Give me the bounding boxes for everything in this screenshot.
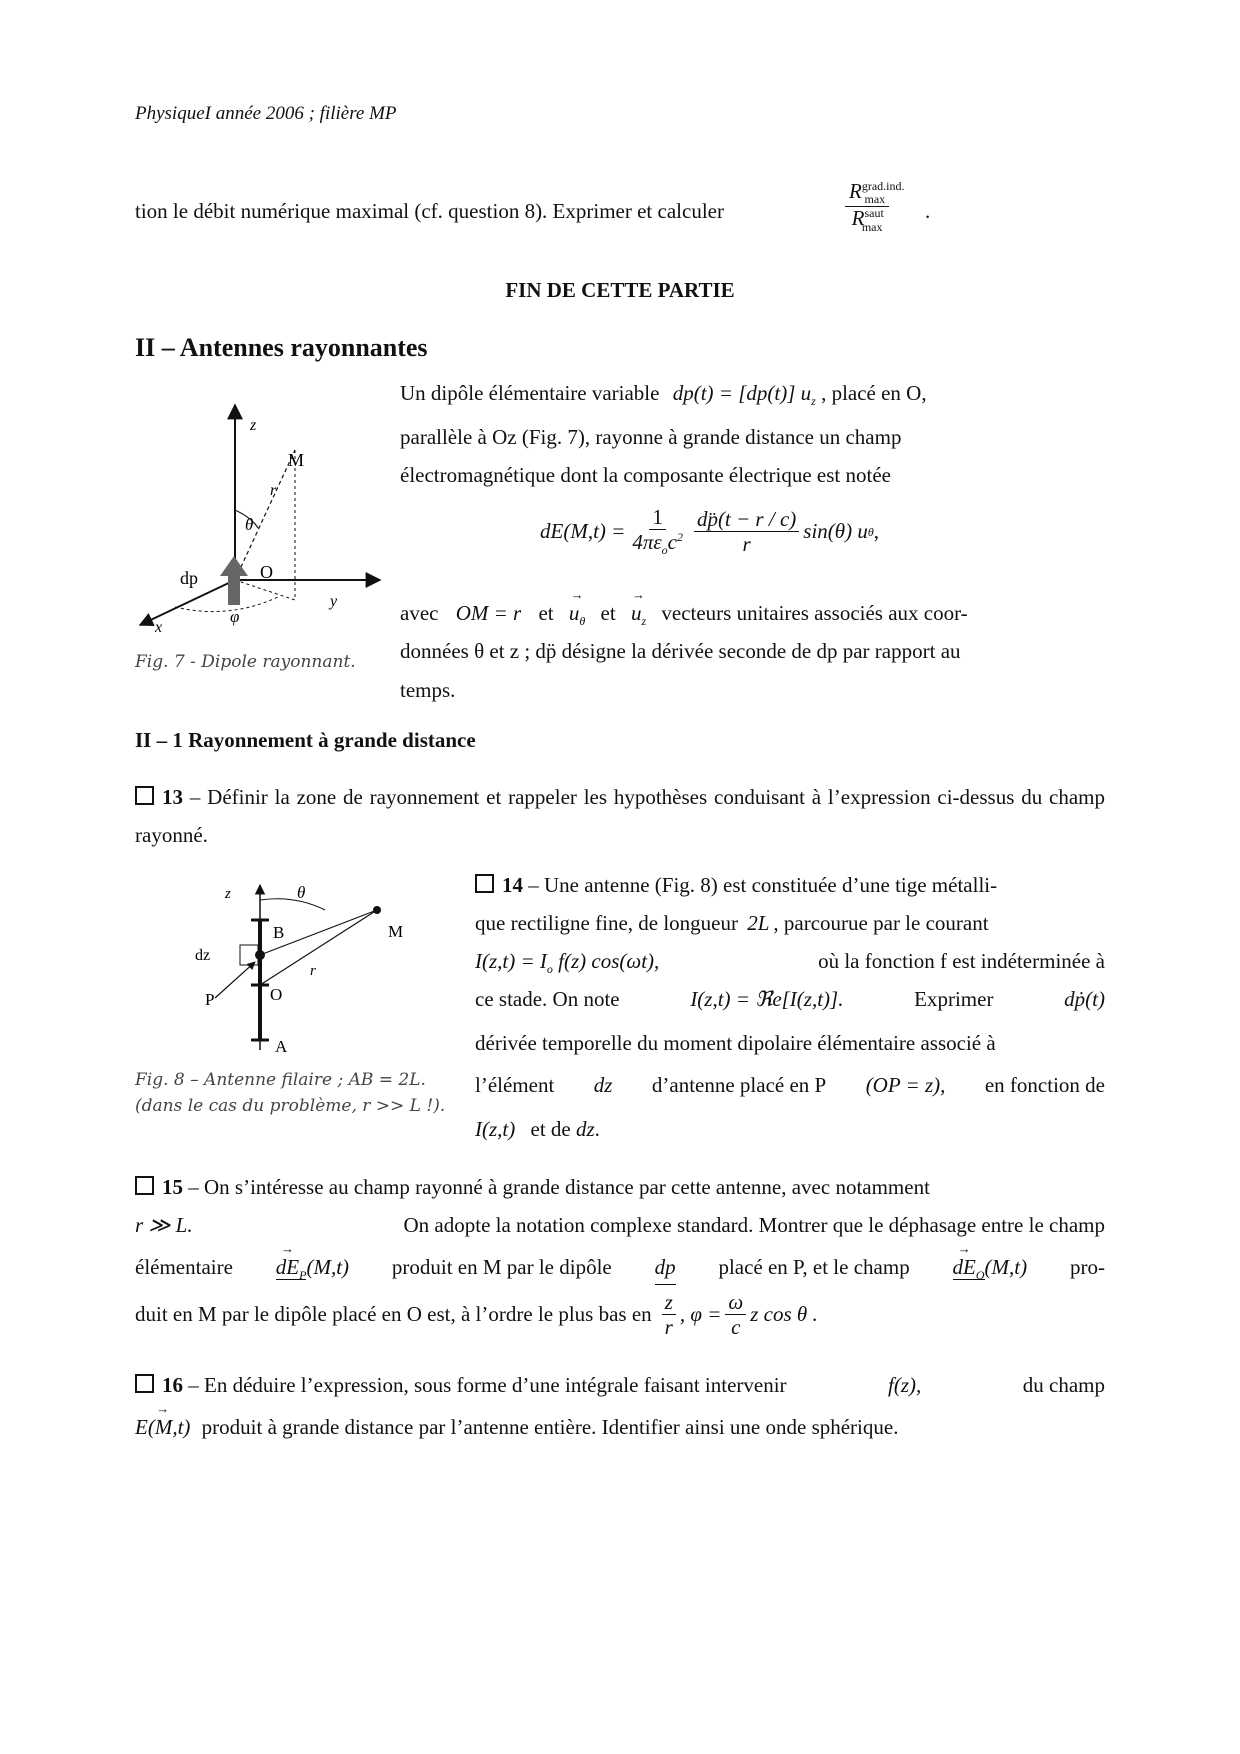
q15-line-2	[135, 1210, 1105, 1242]
fig7-label-dp: dp	[180, 568, 198, 588]
fig8-label-m: M	[388, 922, 404, 941]
fig8-label-theta: θ	[297, 883, 306, 902]
checkbox-icon	[475, 874, 494, 893]
eq-lhs: dE(M,t) =	[540, 518, 626, 543]
q14-line-4	[475, 984, 1105, 1016]
q14-line-6	[475, 1070, 1105, 1102]
q15-l4-mid: , φ =	[679, 1301, 722, 1326]
theta-arc	[260, 899, 325, 910]
q15-l3-sub2: O	[975, 1268, 985, 1283]
fig7-label-y: y	[330, 593, 338, 610]
q14-l7-math: I(z,t)	[475, 1117, 516, 1141]
intro-line-3: électromagnétique dont la composante électrique est notée	[400, 463, 891, 487]
q14-l3-math2: f(z) cos(ωt),	[558, 949, 660, 973]
xy-projection	[235, 580, 295, 600]
om-line	[260, 910, 377, 985]
q14-l6-text2: d’antenne placé en P	[651, 1073, 827, 1097]
page-header: PhysiqueI année 2006 ; filière MP	[135, 103, 397, 124]
q14-l4-exprimer: Exprimer	[914, 987, 994, 1011]
q15-number: 15	[162, 1175, 183, 1199]
q15-l2-text: On adopte la notation complexe standard. Montrer que le déphasage entre le champ	[403, 1213, 1105, 1237]
fig8-label-r: r	[310, 963, 316, 979]
fig7-label-o: O	[260, 562, 273, 582]
q14-l2-math: 2L	[747, 911, 770, 935]
subsection-title: II – 1 Rayonnement à grande distance	[135, 728, 476, 752]
ratio-num-r: R	[849, 179, 862, 203]
q15-l3-tail2: (M,t)	[984, 1255, 1028, 1279]
eq-frac2-den: r	[742, 532, 751, 557]
q14-line-3: $I(z,t) = I_o$ f(z) cos(ωt), où la fonction f est indéterminée à	[475, 946, 1105, 978]
section-title: II – Antennes rayonnantes	[135, 333, 428, 362]
intro-l4-om: OM = r	[455, 601, 522, 625]
fig8-caption-line-2: (dans le cas du problème, r >> L !).	[135, 1096, 446, 1116]
q15-l2-math: r ≫ L.	[135, 1213, 193, 1237]
question-13	[135, 778, 1105, 854]
q15-l3-text: élémentaire	[135, 1255, 233, 1279]
q14-line-5: dérivée temporelle du moment dipolaire élémentaire associé à	[475, 1031, 996, 1055]
q15-l3-tail: (M,t)	[306, 1255, 350, 1279]
q15-l4-tail: z cos θ .	[750, 1301, 818, 1326]
intro-line-6: temps.	[400, 678, 456, 702]
q13-text: – Définir la zone de rayonnement et rappeler les hypothèses conduisant à l’expression ci-dessus du champ rayonné.	[135, 785, 1105, 847]
q15-l3-text3: placé en P, et le champ	[718, 1255, 910, 1279]
eq-tail: sin(θ) u	[803, 518, 868, 543]
q15-line-1	[135, 1172, 1105, 1204]
q15-l3-sub: P	[299, 1268, 307, 1283]
q14-number: 14	[502, 873, 523, 897]
intro-l4-tail: vecteurs unitaires associés aux coor-	[661, 601, 968, 625]
fig8-label-o: O	[270, 985, 283, 1004]
intro-l4-et2: et	[600, 601, 616, 625]
q14-line-1	[475, 870, 1105, 902]
intro-l1-equation: dp(t) = [dp(t)] u	[672, 381, 812, 405]
intro-l1-end: , placé en O,	[821, 381, 927, 405]
previous-part-line	[135, 196, 724, 228]
checkbox-icon	[135, 1374, 154, 1393]
intro-l4-et1: et	[538, 601, 554, 625]
intro-line-2: parallèle à Oz (Fig. 7), rayonne à grande distance un champ	[400, 425, 902, 449]
fig7-label-x: x	[155, 619, 163, 636]
fig8-label-a: A	[275, 1037, 288, 1056]
ratio-den-r: R	[851, 206, 865, 231]
end-of-part: FIN DE CETTE PARTIE	[505, 278, 735, 302]
q15-l1-text: – On s’intéresse au champ rayonné à grande distance par cette antenne, avec notamment	[188, 1175, 930, 1199]
fig7-label-phi: φ	[230, 607, 240, 626]
fig7-label-m: M	[288, 450, 305, 470]
q16-line-2	[135, 1412, 898, 1444]
ratio-num-sup: grad.ind.	[861, 179, 905, 193]
q14-l4-text: ce stade. On note	[475, 987, 620, 1011]
q14-line-2	[475, 908, 989, 940]
previous-part-text: tion le débit numérique maximal (cf. question 8). Exprimer et calculer	[135, 199, 724, 223]
q14-l6-math: dz	[593, 1073, 613, 1097]
q14-l7-end: .	[594, 1117, 600, 1141]
fig8-caption-line-1: Fig. 8 – Antenne filaire ; AB = 2L.	[135, 1070, 426, 1090]
fig7-label-z: z	[250, 417, 257, 434]
q14-l7-text: et de	[530, 1117, 571, 1141]
fig8-label-z: z	[225, 886, 231, 902]
eq-frac1-num: 1	[649, 505, 666, 530]
q14-l6-text: l’élément	[475, 1073, 555, 1097]
fig8-label-p: P	[205, 990, 215, 1009]
ratio-num-sub: max	[864, 192, 886, 207]
q14-l2-end: , parcourue par le courant	[773, 911, 989, 935]
q15-frac1-den: r	[664, 1315, 673, 1340]
q16-line-1	[135, 1370, 1105, 1402]
q14-l2-text: que rectiligne fine, de longueur	[475, 911, 738, 935]
dp-arrow-icon	[220, 556, 248, 576]
q14-l3-math: I(z,t) = I	[475, 949, 547, 973]
q14-line-7	[475, 1114, 600, 1146]
eq-frac2-num: dp̈(t − r / c)	[694, 507, 799, 532]
q15-l3-text2: produit en M par le dipôle	[391, 1255, 612, 1279]
q14-l4-math: I(z,t) = ℜe[I(z,t)].	[690, 987, 844, 1011]
fig8-antenna-diagram	[185, 880, 420, 1060]
fig7-label-theta: θ	[245, 515, 254, 534]
q15-frac1-num: z	[662, 1290, 676, 1315]
q14-l6-text3: en fonction de	[984, 1073, 1105, 1097]
checkbox-icon	[135, 1176, 154, 1195]
eq-frac1-den: 4πε	[632, 530, 662, 555]
intro-l1-text: Un dipôle élémentaire variable	[400, 381, 660, 405]
fig7-caption: Fig. 7 - Dipole rayonnant.	[135, 652, 356, 672]
ratio-formula	[845, 179, 905, 234]
ratio-den-sub: max	[861, 219, 883, 234]
q15-l3-math2: dp	[655, 1252, 676, 1285]
fig8-label-dz: dz	[195, 947, 211, 964]
fig7-label-r: r	[270, 482, 277, 499]
q14-l7-math2: dz	[575, 1117, 595, 1141]
q15-l3-math: → dE	[276, 1252, 299, 1284]
q15-frac2-num: ω	[725, 1290, 746, 1315]
dp-body	[228, 575, 240, 605]
q16-l1-text: – En déduire l’expression, sous forme d’une intégrale faisant intervenir	[188, 1373, 787, 1397]
intro-line-4: avec OM = r et → $u_\theta$ et → $u_z$ vecteurs unitaires associés aux coor-	[400, 598, 1105, 630]
q15-l4-text: duit en M par le dipôle placé en O est, à l’ordre le plus bas en	[135, 1301, 652, 1326]
intro-l4-avec: avec	[400, 601, 439, 625]
ratio-period: .	[925, 199, 931, 223]
q16-number: 16	[162, 1373, 183, 1397]
field-equation: dE(M,t) = $\frac{1}{4\pi\varepsilon_oc^2}$ $\frac{dp̈(t - r / c)}{r}$ sin(θ) u θ ,	[540, 505, 879, 558]
q15-line-4	[135, 1290, 818, 1339]
q15-line-3	[135, 1252, 1105, 1285]
checkbox-icon	[135, 786, 154, 805]
q15-frac2-den: c	[731, 1315, 741, 1340]
intro-line-1: Un dipôle élémentaire variable dp(t) = [dp(t)] $u_z$ , placé en O,	[400, 381, 927, 409]
q15-l3-math3: → dE	[953, 1252, 976, 1284]
q16-l2-text: produit à grande distance par l’antenne entière. Identifier ainsi une onde sphérique.	[201, 1415, 899, 1439]
q13-number: 13	[162, 785, 183, 809]
q14-l4-math2: dṗ(t)	[1064, 987, 1105, 1011]
q16-l1-end: du champ	[1022, 1373, 1105, 1397]
q14-l6-math2: (OP = z),	[865, 1073, 946, 1097]
phi-arc	[175, 596, 280, 612]
q14-l1-text: – Une antenne (Fig. 8) est constituée d’une tige métalli-	[528, 873, 998, 897]
q14-l3-text: où la fonction f est indéterminée à	[818, 949, 1105, 973]
q16-l2-math: → E(M,t)	[135, 1412, 190, 1444]
p-pointer	[215, 962, 255, 998]
q16-l1-math: f(z),	[888, 1373, 922, 1397]
fig7-dipole-diagram	[130, 400, 400, 650]
fig8-label-b: B	[273, 923, 285, 942]
ratio-den-sup: saut	[864, 206, 884, 221]
intro-line-5: données θ et z ; dp̈ désigne la dérivée seconde de dp par rapport au	[400, 639, 961, 663]
q15-l3-text4: pro-	[1069, 1255, 1105, 1279]
